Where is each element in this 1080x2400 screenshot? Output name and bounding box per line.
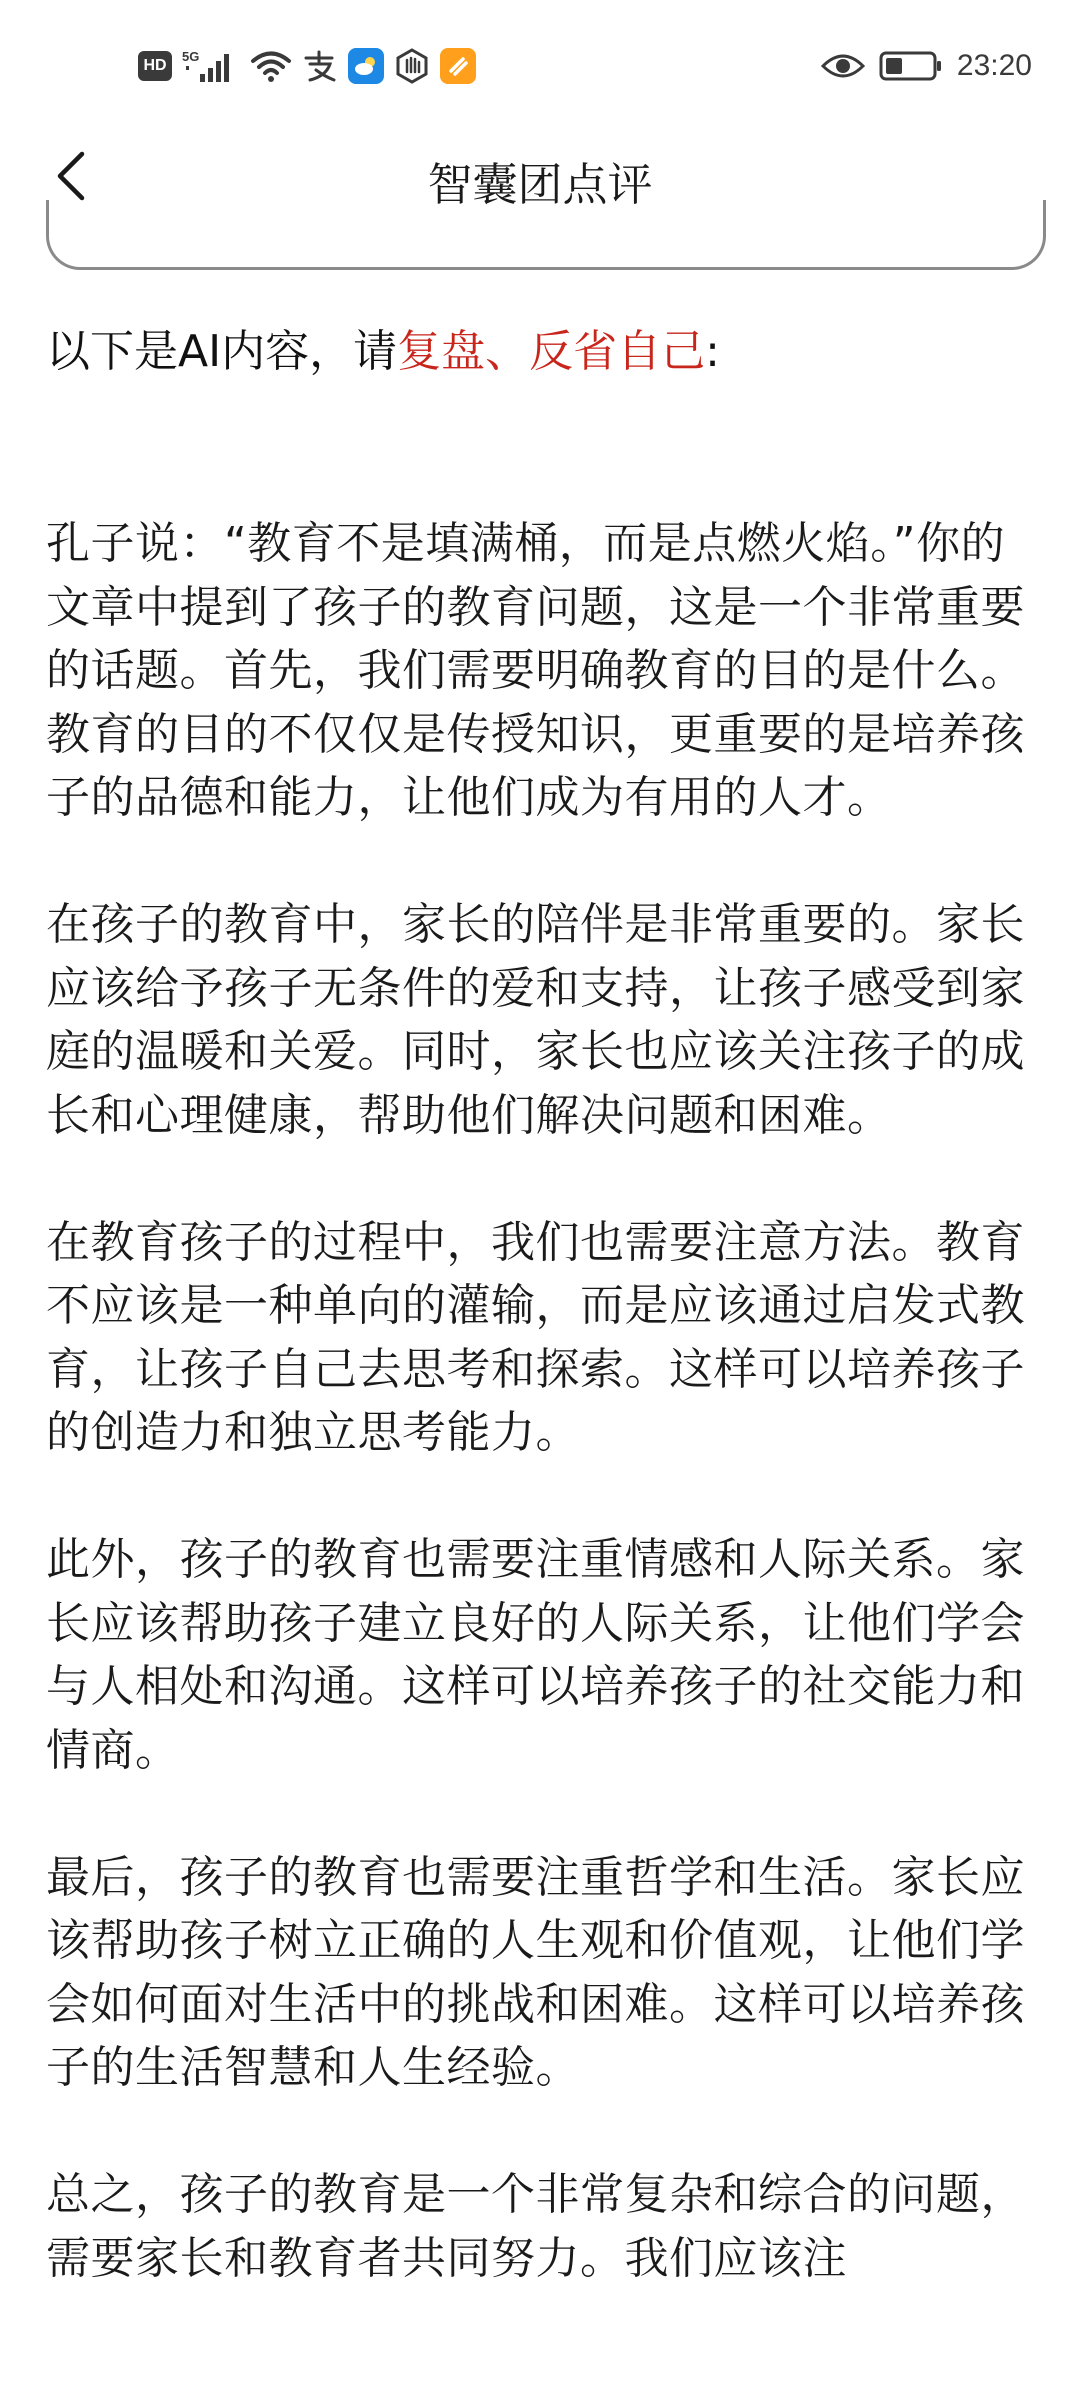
network-type-label: 5G [182, 49, 200, 64]
paragraph: 在教育孩子的过程中，我们也需要注意方法。教育不应该是一种单向的灌输，而是应该通过启发式教育，让孩子自己去思考和探索。这样可以培养孩子的创造力和独立思考能力。 [46, 1216, 1025, 1458]
weather-app-icon [348, 48, 384, 84]
status-clock: 23:20 [956, 49, 1032, 82]
paragraph: 在孩子的教育中，家长的陪伴是非常重要的。家长应该给予孩子无条件的爱和支持，让孩子感受到家庭的温暖和关爱。同时，家长也应该关注孩子的成长和心理健康，帮助他们解决问题和困难。 [46, 899, 1025, 1141]
review-content [46, 320, 1036, 2354]
card-bottom-edge [46, 200, 1046, 270]
eye-icon [821, 48, 865, 84]
hd-icon: HD [138, 51, 172, 81]
paragraph: 孔子说：“教育不是填满桶，而是点燃火焰。”你的文章中提到了孩子的教育问题，这是一个非常重要的话题。首先，我们需要明确教育的目的是什么。教育的目的不仅仅是传授知识，更重要的是培养孩子的品德和能力，让他们成为有用的人才。 [46, 518, 1025, 823]
status-right-icons [821, 44, 1032, 88]
ai-review-body [46, 512, 1036, 2290]
paragraph: 此外，孩子的教育也需要注重情感和人际关系。家长应该帮助孩子建立良好的人际关系，让他们学会与人相处和沟通。这样可以培养孩子的社交能力和情商。 [46, 1534, 1025, 1776]
intro-highlight: 复盘、反省自己 [397, 326, 706, 377]
battery-icon [879, 48, 943, 84]
app-notification-icon [440, 48, 476, 84]
intro-prefix: 以下是AI内容，请 [46, 326, 398, 377]
status-bar [0, 0, 1080, 130]
signal-icon [182, 48, 240, 84]
intro-suffix: : [705, 326, 720, 377]
ai-content-intro [46, 320, 1036, 384]
wifi-icon [250, 48, 292, 84]
page-title: 智囊团点评 [427, 158, 653, 211]
paragraph: 总之，孩子的教育是一个非常复杂和综合的问题，需要家长和教育者共同努力。我们应该注 [46, 2169, 1025, 2284]
hand-icon [394, 48, 430, 84]
alipay-icon [302, 48, 338, 84]
status-left-icons [138, 44, 476, 88]
paragraph: 最后，孩子的教育也需要注重哲学和生活。家长应该帮助孩子树立正确的人生观和价值观，让他们学会如何面对生活中的挑战和困难。这样可以培养孩子的生活智慧和人生经验。 [46, 1851, 1025, 2093]
